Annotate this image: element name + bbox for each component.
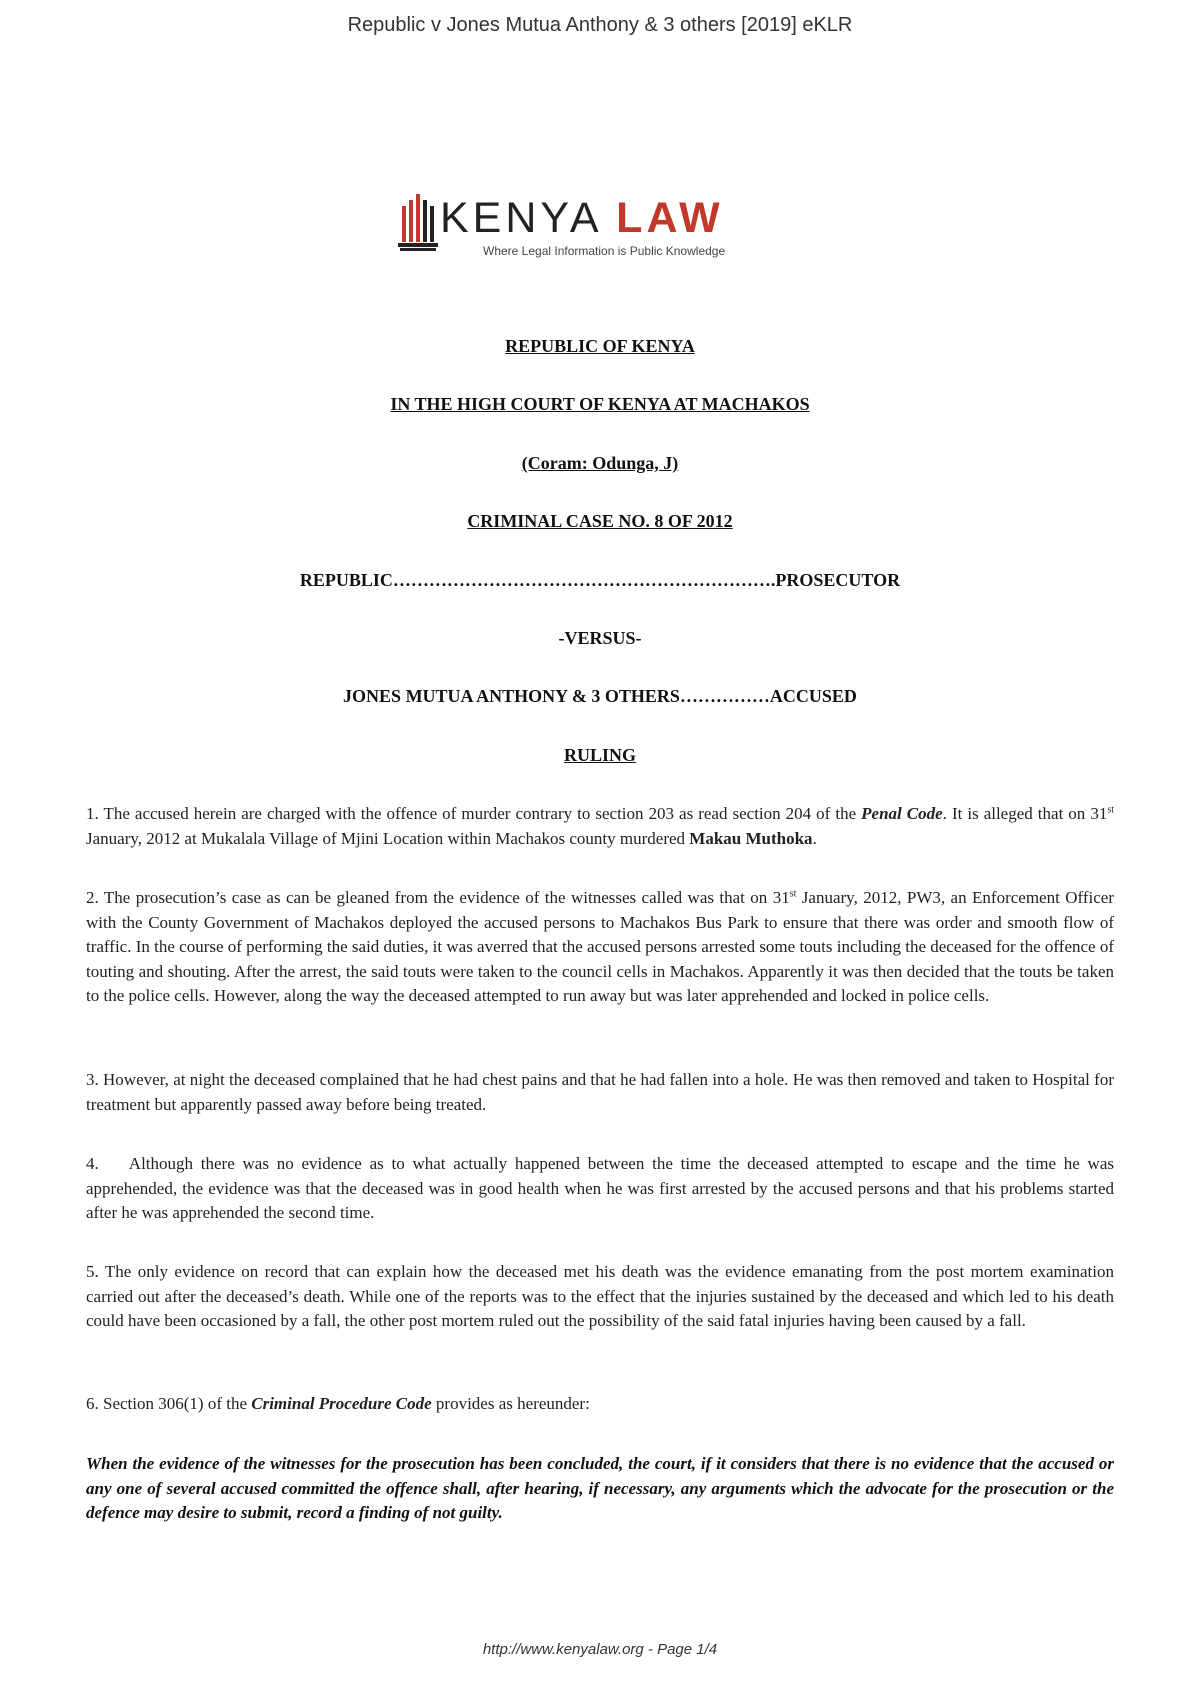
- logo-wordmark: [440, 196, 724, 240]
- logo-tagline: Where Legal Information is Public Knowledge: [483, 244, 726, 258]
- deceased-name: Makau Muthoka: [689, 828, 813, 848]
- penal-code-ref: Penal Code: [861, 804, 943, 823]
- heading-case-number: CRIMINAL CASE NO. 8 OF 2012: [467, 511, 733, 531]
- running-header: Republic v Jones Mutua Anthony & 3 others [2019] eKLR: [347, 14, 853, 36]
- paragraph-6: 6. Section 306(1) of the Criminal Procedure Code provides as hereunder:: [86, 1394, 590, 1413]
- heading-court: IN THE HIGH COURT OF KENYA AT MACHAKOS: [390, 394, 810, 414]
- courthouse-pillars-icon: [398, 190, 440, 252]
- paragraph-3: 3. However, at night the deceased complained that he had chest pains and that he had fallen into a hole. He was then removed and taken to Hospital for treatment but apparently passed away before being treated.: [86, 1070, 1114, 1114]
- page-footer: http://www.kenyalaw.org - Page 1/4: [482, 1641, 718, 1658]
- paragraph-1: 1. The accused herein are charged with the offence of murder contrary to section 203 as read section 204 of the Penal Code. It is alleged that on 31st January, 2012 at Mukalala Village of Mjini Location within Machakos county murdered Makau Muthoka.: [86, 804, 1114, 848]
- logo-word-kenya: KENYA: [440, 194, 601, 242]
- logo-word-law: LAW: [616, 194, 724, 242]
- party-accused: JONES MUTUA ANTHONY & 3 OTHERS……………ACCUSED: [343, 686, 857, 706]
- ruling-title: RULING: [563, 745, 636, 765]
- criminal-procedure-code-ref: Criminal Procedure Code: [251, 1394, 432, 1413]
- paragraph-2: 2. The prosecution’s case as can be gleaned from the evidence of the witnesses called was that on 31st January, 2012, PW3, an Enforcement Officer with the County Government of Machakos deployed the accused persons to Machakos Bus Park to ensure that there was order and smooth flow of traffic. In the course of performing the said duties, it was averred that the accused persons arrested some touts including the deceased for the offence of touting and shouting. After the arrest, the said touts were taken to the council cells in Machakos. Apparently it was then decided that the touts be taken to the police cells. However, along the way the deceased attempted to run away but was later apprehended and locked in police cells.: [86, 888, 1114, 1005]
- versus-line: -VERSUS-: [558, 628, 642, 648]
- paragraph-5: 5. The only evidence on record that can explain how the deceased met his death was the evidence emanating from the post mortem examination carried out after the deceased’s death. While one of the reports was to the effect that the injuries sustained by the deceased and which led to his death could have been occasioned by a fall, the other post mortem ruled out the possibility of the said fatal injuries having been caused by a fall.: [86, 1262, 1114, 1330]
- heading-republic: REPUBLIC OF KENYA: [505, 336, 695, 356]
- statutory-quote: When the evidence of the witnesses for the prosecution has been concluded, the court, if it considers that there is no evidence that the accused or any one of several accused committed the offence shall, after hearing, if necessary, any arguments which the advocate for the prosecution or the defence may desire to submit, record a finding of not guilty.: [86, 1454, 1114, 1522]
- heading-coram: (Coram: Odunga, J): [521, 453, 679, 473]
- paragraph-4: 4. Although there was no evidence as to what actually happened between the time the deceased attempted to escape and the time he was apprehended, the evidence was that the deceased was in good health when he was first arrested by the accused persons and that his problems started after he was apprehended the second time.: [86, 1154, 1119, 1222]
- party-prosecutor: REPUBLIC……………………………………………………….PROSECUTOR: [299, 570, 901, 590]
- kenya-law-logo: [398, 196, 738, 266]
